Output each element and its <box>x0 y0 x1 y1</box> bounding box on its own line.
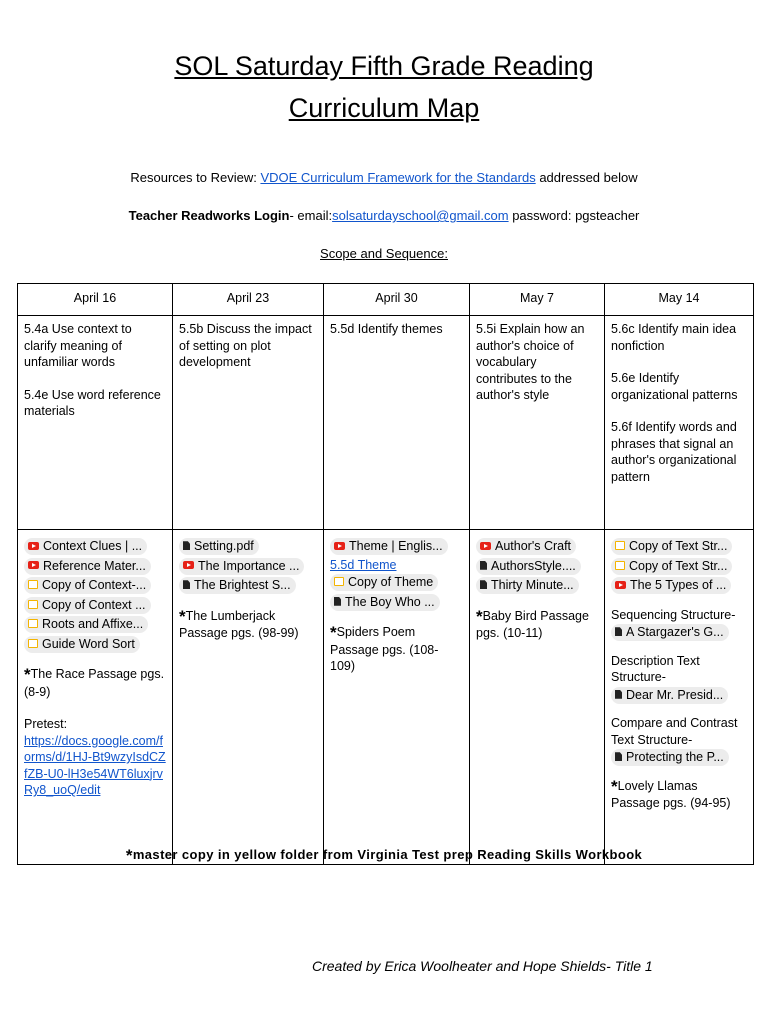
asterisk: * <box>476 606 483 626</box>
chip-label: Context Clues | ... <box>43 539 143 553</box>
doc-icon <box>480 561 487 570</box>
password-text: password: pgsteacher <box>508 208 640 223</box>
resources-cell <box>173 530 324 865</box>
resources-suffix: addressed below <box>535 170 638 185</box>
slides-icon <box>28 600 38 609</box>
slides-icon <box>334 577 344 586</box>
theme-link[interactable]: 5.5d Theme <box>330 557 397 572</box>
file-chip[interactable]: Protecting the P... <box>611 749 729 766</box>
pretest-link[interactable]: https://docs.google.com/forms/d/1HJ-Bt9wzyIsdCZfZB-U0-lH3e54WT6luxjrvRy8_uoQ/edit <box>24 733 166 797</box>
youtube-icon <box>334 542 345 550</box>
doc-icon <box>615 690 622 699</box>
youtube-icon <box>480 542 491 550</box>
doc-icon <box>615 627 622 636</box>
chip-label: Roots and Affixe... <box>42 617 144 631</box>
asterisk: * <box>125 846 133 865</box>
login-line <box>0 208 768 224</box>
objective-text: 5.5d Identify themes <box>330 322 443 336</box>
passage-text: *The Lumberjack Passage pgs. (98-99) <box>179 606 299 640</box>
youtube-icon <box>615 581 626 589</box>
chip-label: Guide Word Sort <box>42 636 135 651</box>
doc-icon <box>480 580 487 589</box>
slides-icon <box>28 619 38 628</box>
page-title: SOL Saturday Fifth Grade Reading <box>174 51 594 81</box>
date-row <box>18 284 754 316</box>
asterisk: * <box>611 776 618 796</box>
chip-label: Copy of Theme <box>348 575 434 589</box>
credit-line: Created by Erica Woolheater and Hope Shields- Title 1 <box>312 958 653 974</box>
chip-label: Reference Mater... <box>43 558 146 573</box>
objective-text: 5.6f Identify words and phrases that signal an author's organizational pattern <box>611 420 737 484</box>
chip-label: Copy of Context-... <box>42 578 147 592</box>
file-chip[interactable] <box>179 577 296 594</box>
date-header: May 14 <box>605 284 754 316</box>
chip-label: Copy of Text Str... <box>629 558 728 573</box>
date-header: April 30 <box>324 284 470 316</box>
passage-text: *The Race Passage pgs. (8-9) <box>24 665 165 699</box>
doc-icon <box>183 541 190 550</box>
file-chip[interactable] <box>476 558 581 575</box>
slides-icon <box>28 580 38 589</box>
chip-label: The Boy Who ... <box>345 594 435 609</box>
resources-prefix: Resources to Review: <box>130 170 261 185</box>
sequencing-label: Sequencing Structure- <box>611 607 736 622</box>
file-chip[interactable] <box>476 538 576 555</box>
pretest-label: Pretest: <box>24 717 68 731</box>
chip-list <box>611 537 747 596</box>
objective-text: 5.6e Identify organizational patterns <box>611 371 738 402</box>
objective-text: 5.5b Discuss the impact of setting on plot development <box>179 322 312 369</box>
doc-icon <box>615 752 622 761</box>
file-chip[interactable] <box>476 577 579 594</box>
file-chip[interactable] <box>24 577 151 594</box>
chip-list <box>179 537 317 596</box>
footnote <box>0 846 768 866</box>
objectives-cell <box>324 316 470 530</box>
file-chip[interactable] <box>24 538 147 555</box>
asterisk: * <box>179 606 186 626</box>
chip-label: Copy of Context ... <box>42 597 146 612</box>
youtube-icon <box>28 561 39 569</box>
asterisk: * <box>330 623 337 642</box>
asterisk: * <box>24 665 31 684</box>
email-link[interactable]: solsaturdayschool@gmail.com <box>332 208 509 223</box>
objectives-row <box>18 316 754 530</box>
chip-label: The Brightest S... <box>194 578 291 592</box>
chip-list <box>476 537 598 596</box>
description-label: Description Text Structure- <box>611 653 700 684</box>
youtube-icon <box>183 561 194 569</box>
youtube-icon <box>28 542 39 550</box>
login-mid: - email: <box>289 208 333 223</box>
chip-label: Theme | Englis... <box>349 539 443 553</box>
doc-icon <box>183 580 190 589</box>
chip-list <box>330 573 463 612</box>
resources-row <box>18 530 754 865</box>
resources-line <box>0 170 768 186</box>
file-chip[interactable] <box>611 577 731 594</box>
doc-icon <box>334 597 341 606</box>
passage-text: *Baby Bird Passage pgs. (10-11) <box>476 606 589 640</box>
chip-label: AuthorsStyle.... <box>491 558 576 573</box>
file-chip[interactable] <box>24 558 151 575</box>
chip-label: Author's Craft <box>495 539 572 553</box>
chip-label: The 5 Types of ... <box>630 578 727 592</box>
slides-icon <box>28 639 38 648</box>
page-subtitle: Curriculum Map <box>288 93 480 123</box>
date-header: May 7 <box>470 284 605 316</box>
file-chip[interactable]: A Stargazer's G... <box>611 624 729 641</box>
login-label: Teacher Readworks Login <box>128 208 290 223</box>
file-chip[interactable] <box>611 558 732 575</box>
file-chip[interactable]: Dear Mr. Presid... <box>611 687 728 704</box>
footnote-text: master copy in yellow folder from Virginia Test prep Reading Skills Workbook <box>132 847 643 862</box>
objectives-cell <box>605 316 754 530</box>
objectives-cell <box>470 316 605 530</box>
objectives-cell <box>173 316 324 530</box>
vdoe-framework-link[interactable]: VDOE Curriculum Framework for the Standards <box>260 170 536 185</box>
compare-label: Compare and Contrast Text Structure- <box>611 716 738 747</box>
passage-text: *Lovely Llamas Passage pgs. (94-95) <box>611 776 731 810</box>
file-chip[interactable] <box>330 594 440 611</box>
date-header: April 23 <box>173 284 324 316</box>
file-chip[interactable] <box>24 636 140 653</box>
file-chip[interactable] <box>24 597 151 614</box>
objectives-cell <box>18 316 173 530</box>
chip-label: Setting.pdf <box>194 539 254 553</box>
scope-heading: Scope and Sequence: <box>320 246 448 261</box>
slides-icon <box>615 541 625 550</box>
passage-text: *Spiders Poem Passage pgs. (108-109) <box>330 623 439 673</box>
file-chip[interactable] <box>330 538 448 555</box>
file-chip[interactable] <box>179 558 304 575</box>
resources-cell <box>470 530 605 865</box>
chip-list <box>330 537 463 557</box>
chip-label: The Importance ... <box>198 558 300 573</box>
chip-label: Copy of Text Str... <box>629 539 728 553</box>
file-chip[interactable] <box>179 538 259 555</box>
resources-cell <box>324 530 470 865</box>
objective-text: 5.4e Use word reference materials <box>24 387 161 418</box>
curriculum-table <box>17 283 754 865</box>
slides-icon <box>615 561 625 570</box>
chip-list <box>24 537 166 654</box>
date-header: April 16 <box>18 284 173 316</box>
objective-text: 5.4a Use context to clarify meaning of unfamiliar words <box>24 322 132 369</box>
objective-text: 5.6c Identify main idea nonfiction <box>611 322 737 353</box>
resources-cell <box>605 530 754 865</box>
chip-label: Thirty Minute... <box>491 578 574 592</box>
file-chip[interactable] <box>24 616 148 633</box>
resources-cell <box>18 530 173 865</box>
file-chip[interactable] <box>611 538 732 555</box>
objective-text: 5.5i Explain how an author's choice of vocabulary contributes to the author's style <box>476 322 585 402</box>
file-chip[interactable] <box>330 574 438 591</box>
